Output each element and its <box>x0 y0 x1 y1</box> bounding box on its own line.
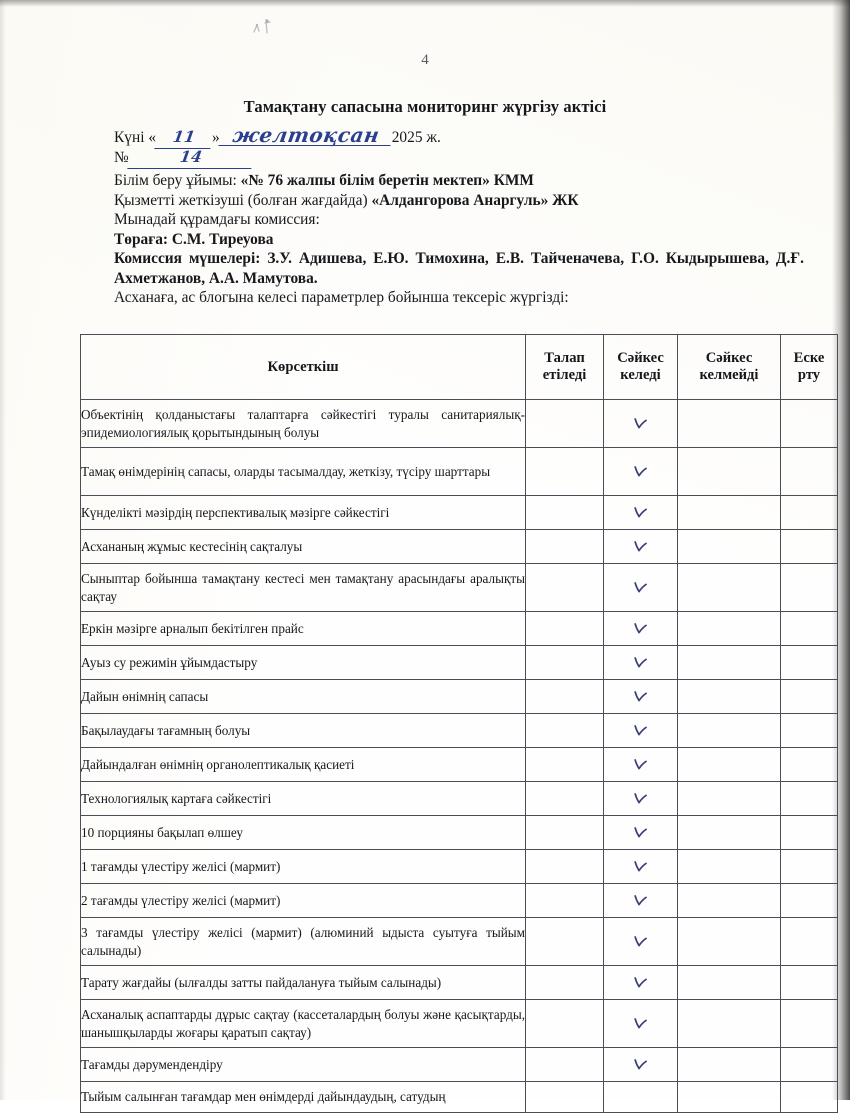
table-row <box>81 884 838 918</box>
checkmark-icon <box>632 538 649 555</box>
column-header-indicator: Көрсеткіш <box>81 335 526 400</box>
column-header-note: Еске рту <box>781 335 838 400</box>
indicator-cell: Технологиялық картаға сәйкестігі <box>81 782 526 816</box>
document-title: Тамақтану сапасына мониторинг жүргізу актісі <box>243 97 607 117</box>
checkmark-icon <box>632 504 649 521</box>
required-cell[interactable] <box>526 496 604 530</box>
conform-cell[interactable] <box>604 400 678 448</box>
act-number-line <box>114 148 804 171</box>
chairperson-label: Төраға: <box>114 230 169 248</box>
conform-cell[interactable] <box>604 680 678 714</box>
note-cell[interactable] <box>781 1082 838 1113</box>
provider-value: «Алдангорова Анаргуль» ЖК <box>371 191 579 209</box>
required-cell[interactable] <box>526 1082 604 1113</box>
conform-cell[interactable] <box>604 1082 678 1113</box>
table-row <box>81 400 838 448</box>
required-cell[interactable] <box>526 850 604 884</box>
date-label-mid: » <box>212 129 220 146</box>
checkmark-icon <box>632 722 649 739</box>
note-cell[interactable] <box>781 782 838 816</box>
note-cell[interactable] <box>781 966 838 1000</box>
column-header-required: Талап етіледі <box>526 335 604 400</box>
nonconform-cell[interactable] <box>678 400 781 448</box>
note-cell[interactable] <box>781 646 838 680</box>
nonconform-cell[interactable] <box>678 782 781 816</box>
table-row <box>81 680 838 714</box>
indicator-cell: 3 тағамды үлестіру желісі (мармит) (алюминий ыдыста суытуға тыйым салынады) <box>81 918 526 966</box>
required-cell[interactable] <box>526 884 604 918</box>
note-cell[interactable] <box>781 850 838 884</box>
required-cell[interactable] <box>526 530 604 564</box>
required-cell[interactable] <box>526 748 604 782</box>
nonconform-cell[interactable] <box>678 680 781 714</box>
nonconform-cell[interactable] <box>678 530 781 564</box>
conform-cell[interactable] <box>604 496 678 530</box>
nonconform-cell[interactable] <box>678 850 781 884</box>
nonconform-cell[interactable] <box>678 748 781 782</box>
indicator-cell: 2 тағамды үлестіру желісі (мармит) <box>81 884 526 918</box>
note-cell[interactable] <box>781 530 838 564</box>
checkmark-icon <box>632 824 649 841</box>
indicator-cell: Дайындалған өнімнің органолептикалық қасиеті <box>81 748 526 782</box>
nonconform-cell[interactable] <box>678 1082 781 1113</box>
note-cell[interactable] <box>781 564 838 612</box>
date-line <box>114 123 804 149</box>
note-cell[interactable] <box>781 918 838 966</box>
note-cell[interactable] <box>781 496 838 530</box>
checkmark-icon <box>632 1015 649 1032</box>
conform-cell[interactable] <box>604 966 678 1000</box>
chairperson-line <box>114 230 804 250</box>
checkmark-icon <box>632 688 649 705</box>
nonconform-cell[interactable] <box>678 1048 781 1082</box>
table-row <box>81 448 838 496</box>
checkmark-icon <box>632 756 649 773</box>
required-cell[interactable] <box>526 448 604 496</box>
note-cell[interactable] <box>781 748 838 782</box>
table-row <box>81 612 838 646</box>
required-cell[interactable] <box>526 782 604 816</box>
nonconform-cell[interactable] <box>678 448 781 496</box>
conform-cell[interactable] <box>604 646 678 680</box>
required-cell[interactable] <box>526 612 604 646</box>
nonconform-cell[interactable] <box>678 1000 781 1048</box>
nonconform-cell[interactable] <box>678 646 781 680</box>
table-row <box>81 530 838 564</box>
required-cell[interactable] <box>526 918 604 966</box>
checkmark-icon <box>632 974 649 991</box>
commission-members-value: З.У. Адишева, Е.Ю. Тимохина, Е.В. Тайченачева, Г.О. Кыдырышева, Д.Ғ. Ахметжанов, А.А. Мамутова. <box>114 250 804 287</box>
date-year: 2025 ж. <box>391 129 441 146</box>
note-cell[interactable] <box>781 714 838 748</box>
note-cell[interactable] <box>781 884 838 918</box>
checkmark-icon <box>632 1056 649 1073</box>
table-header-row <box>81 335 838 400</box>
date-month-handwritten: желтоқсан <box>218 126 393 146</box>
chairperson-value: С.М. Тиреуова <box>171 230 274 248</box>
indicator-cell: Сыныптар бойынша тамақтану кестесі мен тамақтану арасындағы аралықты сақтау <box>81 564 526 612</box>
nonconform-cell[interactable] <box>678 966 781 1000</box>
table-row <box>81 1000 838 1048</box>
inspection-table <box>80 334 838 1113</box>
nonconform-cell[interactable] <box>678 816 781 850</box>
organization-label: Білім беру ұйымы: <box>114 172 237 189</box>
checkmark-icon <box>632 463 649 480</box>
conform-cell[interactable] <box>604 918 678 966</box>
nonconform-cell[interactable] <box>678 496 781 530</box>
nonconform-cell[interactable] <box>678 714 781 748</box>
required-cell[interactable] <box>526 1048 604 1082</box>
date-day-handwritten: 11 <box>154 128 213 149</box>
required-cell[interactable] <box>526 400 604 448</box>
organization-value: «№ 76 жалпы білім беретін мектеп» КММ <box>240 172 534 189</box>
act-number-label: № <box>114 149 129 166</box>
required-cell[interactable] <box>526 966 604 1000</box>
required-cell[interactable] <box>526 564 604 612</box>
table-row <box>81 714 838 748</box>
note-cell[interactable] <box>781 680 838 714</box>
table-row <box>81 496 838 530</box>
table-row <box>81 816 838 850</box>
table-row <box>81 966 838 1000</box>
commission-intro: Мынадай құрамдағы комиссия: <box>114 211 320 229</box>
checkmark-icon <box>632 415 649 432</box>
table-row <box>81 1048 838 1082</box>
conform-cell[interactable] <box>604 816 678 850</box>
required-cell[interactable] <box>526 714 604 748</box>
indicator-cell: 1 тағамды үлестіру желісі (мармит) <box>81 850 526 884</box>
note-cell[interactable] <box>781 400 838 448</box>
indicator-cell: Ауыз су режимін ұйымдастыру <box>81 646 526 680</box>
column-header-nonconform: Сәйкес келмейді <box>678 335 781 400</box>
note-cell[interactable] <box>781 1048 838 1082</box>
note-cell[interactable] <box>781 816 838 850</box>
required-cell[interactable] <box>526 680 604 714</box>
indicator-cell: Объектінің қолданыстағы талаптарға сәйкестігі туралы санитариялық-эпидемиологиялық қорытындының болуы <box>81 400 526 448</box>
indicator-cell: Тыйым салынған тағамдар мен өнімдерді дайындаудың, сатудың <box>81 1082 526 1113</box>
table-row <box>81 1082 838 1113</box>
indicator-cell: Еркін мәзірге арналып бекітілген прайс <box>81 612 526 646</box>
conform-cell[interactable] <box>604 612 678 646</box>
checkmark-icon <box>632 790 649 807</box>
checkmark-icon <box>632 933 649 950</box>
required-cell[interactable] <box>526 816 604 850</box>
indicator-cell: Тағамды дәрумендендіру <box>81 1048 526 1082</box>
commission-members-line <box>114 249 804 288</box>
table-row <box>81 646 838 680</box>
indicator-cell: Тамақ өнімдерінің сапасы, оларды тасымалдау, жеткізу, түсіру шарттары <box>81 448 526 496</box>
conform-cell[interactable] <box>604 564 678 612</box>
scan-edge-top <box>0 0 850 7</box>
indicator-cell: Бақылаудағы тағамның болуы <box>81 714 526 748</box>
preamble-block <box>114 123 804 308</box>
conform-cell[interactable] <box>604 1000 678 1048</box>
nonconform-cell[interactable] <box>678 612 781 646</box>
conform-cell[interactable] <box>604 748 678 782</box>
note-cell[interactable] <box>781 612 838 646</box>
conform-cell[interactable] <box>604 448 678 496</box>
table-body <box>81 400 838 1113</box>
date-label-prefix: Күні « <box>114 129 157 146</box>
checkmark-icon <box>632 892 649 909</box>
indicator-cell: Күнделікті мәзірдің перспективалық мәзірге сәйкестігі <box>81 496 526 530</box>
required-cell[interactable] <box>526 646 604 680</box>
checkmark-icon <box>632 620 649 637</box>
scan-edge-left <box>0 0 6 1100</box>
provider-line <box>114 191 804 211</box>
indicator-cell: Тарату жағдайы (ылғалды затты пайдалануға тыйым салынады) <box>81 966 526 1000</box>
provider-label: Қызметті жеткізуші (болған жағдайда) <box>114 191 368 209</box>
page-number: 4 <box>421 52 429 68</box>
conform-cell[interactable] <box>604 782 678 816</box>
conform-cell[interactable] <box>604 714 678 748</box>
table-row <box>81 850 838 884</box>
nonconform-cell[interactable] <box>678 918 781 966</box>
table-row <box>81 748 838 782</box>
table-row <box>81 564 838 612</box>
scope-line: Асханаға, ас блогына келесі параметрлер бойынша тексеріс жүргізді: <box>114 289 569 307</box>
note-cell[interactable] <box>781 448 838 496</box>
conform-cell[interactable] <box>604 530 678 564</box>
scan-artifact-speck <box>248 16 282 38</box>
checkmark-icon <box>632 579 649 596</box>
act-number-handwritten: 14 <box>127 148 254 169</box>
table-row <box>81 918 838 966</box>
indicator-cell: 10 порцияны бақылап өлшеу <box>81 816 526 850</box>
checkmark-icon <box>632 654 649 671</box>
organization-line <box>114 171 804 191</box>
commission-members-label: Комиссия мүшелері: <box>114 250 261 268</box>
conform-cell[interactable] <box>604 884 678 918</box>
conform-cell[interactable] <box>604 850 678 884</box>
indicator-cell: Асхананың жұмыс кестесінің сақталуы <box>81 530 526 564</box>
table-row <box>81 782 838 816</box>
column-header-conform: Сәйкес келеді <box>604 335 678 400</box>
checkmark-icon <box>632 858 649 875</box>
required-cell[interactable] <box>526 1000 604 1048</box>
conform-cell[interactable] <box>604 1048 678 1082</box>
indicator-cell: Дайын өнімнің сапасы <box>81 680 526 714</box>
nonconform-cell[interactable] <box>678 564 781 612</box>
indicator-cell: Асханалық аспаптарды дұрыс сақтау (кассеталардың болуы және қасықтарды, шанышқыларды жоғары қаратып сақтау) <box>81 1000 526 1048</box>
nonconform-cell[interactable] <box>678 884 781 918</box>
note-cell[interactable] <box>781 1000 838 1048</box>
